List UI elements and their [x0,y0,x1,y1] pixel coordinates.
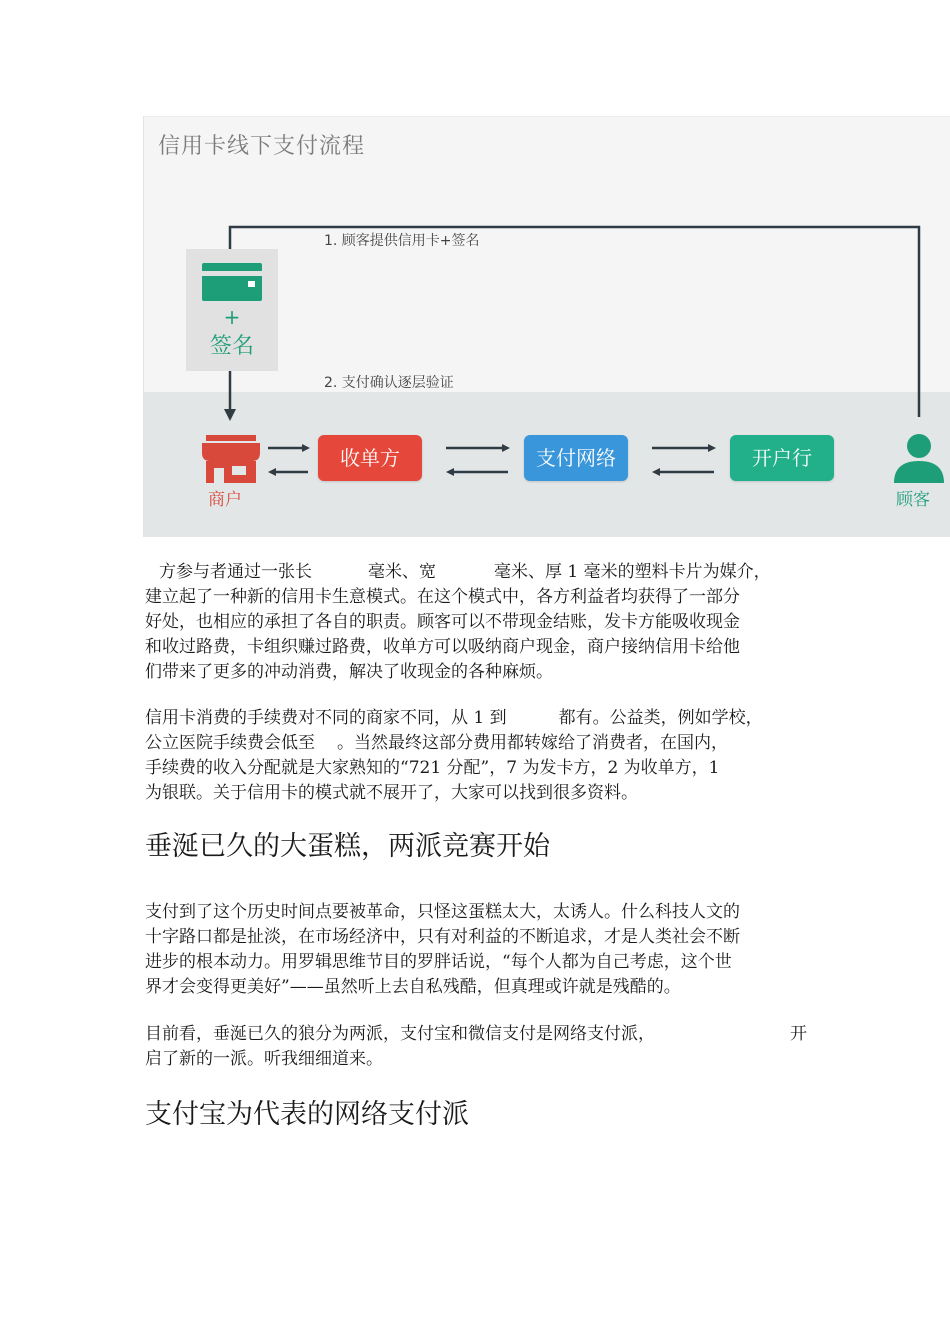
customer-icon [894,434,944,483]
text-line: 建立起了一种新的信用卡生意模式。在这个模式中，各方利益者均获得了一部分 [145,587,740,607]
figure-title: 信用卡线下支付流程 [158,134,366,159]
text-fragment: 公立医院手续费会低至 [145,733,315,753]
text-line [145,560,807,585]
customer-label: 顾客 [896,490,930,510]
section-heading: 垂涎已久的大蛋糕，两派竞赛开始 [145,831,550,862]
text-line: 为银联。关于信用卡的模式就不展开了，大家可以找到很多资料。 [145,783,638,803]
payment-flow-figure [143,116,950,537]
text-fragment: 毫米、宽 [368,562,436,582]
step-2-label: 2. 支付确认逐层验证 [324,375,454,391]
text-line: 们带来了更多的冲动消费，解决了收现金的各种麻烦。 [145,662,553,682]
card-signature-box [186,249,278,371]
text-fragment: 目前看，垂涎已久的狼分为两派，支付宝和微信支付是网络支付派， [145,1024,655,1044]
text-fragment: 都有。公益类，例如学校， [558,708,763,728]
plus-sign: + [223,305,241,329]
text-line: 好处，也相应的承担了各自的职责。顾客可以不带现金结账，发卡方能吸收现金 [145,612,740,632]
signature-label: 签名 [209,334,254,359]
text-fragment: 。当然最终这部分费用都转嫁给了消费者，在国内， [337,733,728,753]
text-line [145,731,807,756]
text-line: 进步的根本动力。用罗辑思维节目的罗胖话说，“每个人都为自己考虑，这个世 [145,952,732,972]
text-fragment: 开 [790,1024,807,1044]
text-fragment: 毫米、厚 1 毫米的塑料卡片为媒介， [494,562,771,582]
store-icon [202,435,260,483]
text-line: 启了新的一派。听我细细道来。 [145,1049,383,1069]
network-node: 支付网络 [524,435,628,481]
text-line: 界才会变得更美好”——虽然听上去自私残酷，但真理或许就是残酷的。 [145,977,681,997]
text-line: 和收过路费，卡组织赚过路费，收单方可以吸纳商户现金，商户接纳信用卡给他 [145,637,740,657]
text-line [145,1022,807,1047]
text-line [145,706,807,731]
text-fragment: 信用卡消费的手续费对不同的商家不同，从 1 到 [145,708,507,728]
step-1-label: 1. 顾客提供信用卡+签名 [324,233,480,249]
merchant-label: 商户 [208,490,242,510]
text-line: 十字路口都是扯淡，在市场经济中，只有对利益的不断追求，才是人类社会不断 [145,927,740,947]
credit-card-icon [202,263,262,301]
section-heading: 支付宝为代表的网络支付派 [145,1099,469,1130]
card-to-merchant-arrowhead [224,409,236,421]
text-fragment: 方参与者通过一张长 [159,562,312,582]
paragraph-fees [145,706,807,806]
acquirer-node: 收单方 [318,435,422,481]
issuer-node: 开户行 [730,435,834,481]
paragraph-two-factions [145,1022,807,1072]
text-line: 支付到了这个历史时间点要被革命，只怪这蛋糕太大，太诱人。什么科技人文的 [145,902,740,922]
paragraph-card-model [145,560,807,685]
paragraph-revolution [145,900,807,1000]
text-line: 手续费的收入分配就是大家熟知的“721 分配”，7 为发卡方，2 为收单方，1 [145,758,720,778]
